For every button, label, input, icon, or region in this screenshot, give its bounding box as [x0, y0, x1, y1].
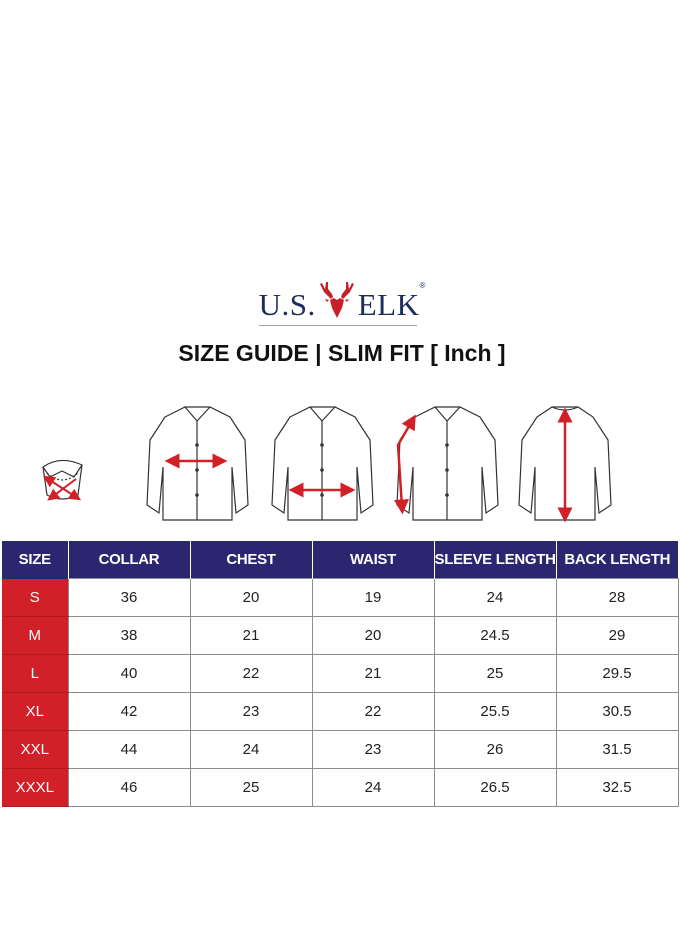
collar-cell: 42	[68, 693, 190, 731]
collar-cell: 40	[68, 655, 190, 693]
header-waist: WAIST	[312, 541, 434, 579]
sleeve-length-cell: 26.5	[434, 769, 556, 807]
size-cell: XXL	[2, 731, 68, 769]
elk-head-icon	[317, 278, 357, 320]
back-length-cell: 29	[556, 617, 678, 655]
table-row	[2, 617, 678, 655]
chest-cell: 22	[190, 655, 312, 693]
size-cell: L	[2, 655, 68, 693]
back-length-icon	[519, 407, 611, 520]
chest-cell: 25	[190, 769, 312, 807]
page-title: SIZE GUIDE | SLIM FIT [ Inch ]	[178, 340, 506, 366]
chest-cell: 23	[190, 693, 312, 731]
collar-cell: 36	[68, 579, 190, 617]
waist-cell: 19	[312, 579, 434, 617]
registered-mark: ®	[419, 281, 426, 290]
sleeve-length-cell: 24.5	[434, 617, 556, 655]
table-header-row	[2, 541, 678, 579]
collar-measure-icon	[43, 460, 82, 499]
chest-cell: 20	[190, 579, 312, 617]
chest-measure-icon	[147, 407, 248, 520]
back-length-cell: 32.5	[556, 769, 678, 807]
header-collar: COLLAR	[68, 541, 190, 579]
logo-underline	[259, 325, 418, 326]
table-row	[2, 769, 678, 807]
logo-text-right: ELK	[357, 287, 420, 322]
back-length-cell: 29.5	[556, 655, 678, 693]
sleeve-length-cell: 25	[434, 655, 556, 693]
header-back-length: BACK LENGTH	[556, 541, 678, 579]
waist-cell: 20	[312, 617, 434, 655]
size-cell: S	[2, 579, 68, 617]
table-row	[2, 693, 678, 731]
measurement-illustrations	[0, 395, 684, 530]
table-row	[2, 731, 678, 769]
brand-logo	[0, 278, 684, 330]
back-length-cell: 31.5	[556, 731, 678, 769]
sleeve-length-cell: 25.5	[434, 693, 556, 731]
waist-measure-icon	[272, 407, 373, 520]
collar-cell: 46	[68, 769, 190, 807]
waist-cell: 24	[312, 769, 434, 807]
chest-cell: 21	[190, 617, 312, 655]
table-row	[2, 579, 678, 617]
waist-cell: 21	[312, 655, 434, 693]
header-size: SIZE	[2, 541, 68, 579]
header-sleeve-length: SLEEVE LENGTH	[434, 541, 556, 579]
logo-text-left: U.S.	[258, 287, 316, 322]
waist-cell: 22	[312, 693, 434, 731]
sleeve-length-cell: 26	[434, 731, 556, 769]
collar-cell: 44	[68, 731, 190, 769]
sleeve-length-cell: 24	[434, 579, 556, 617]
size-table	[2, 541, 679, 807]
table-row	[2, 655, 678, 693]
header-chest: CHEST	[190, 541, 312, 579]
sleeve-measure-icon	[397, 407, 498, 520]
size-cell: M	[2, 617, 68, 655]
collar-cell: 38	[68, 617, 190, 655]
waist-cell: 23	[312, 731, 434, 769]
back-length-cell: 30.5	[556, 693, 678, 731]
size-cell: XXXL	[2, 769, 68, 807]
size-cell: XL	[2, 693, 68, 731]
back-length-cell: 28	[556, 579, 678, 617]
chest-cell: 24	[190, 731, 312, 769]
